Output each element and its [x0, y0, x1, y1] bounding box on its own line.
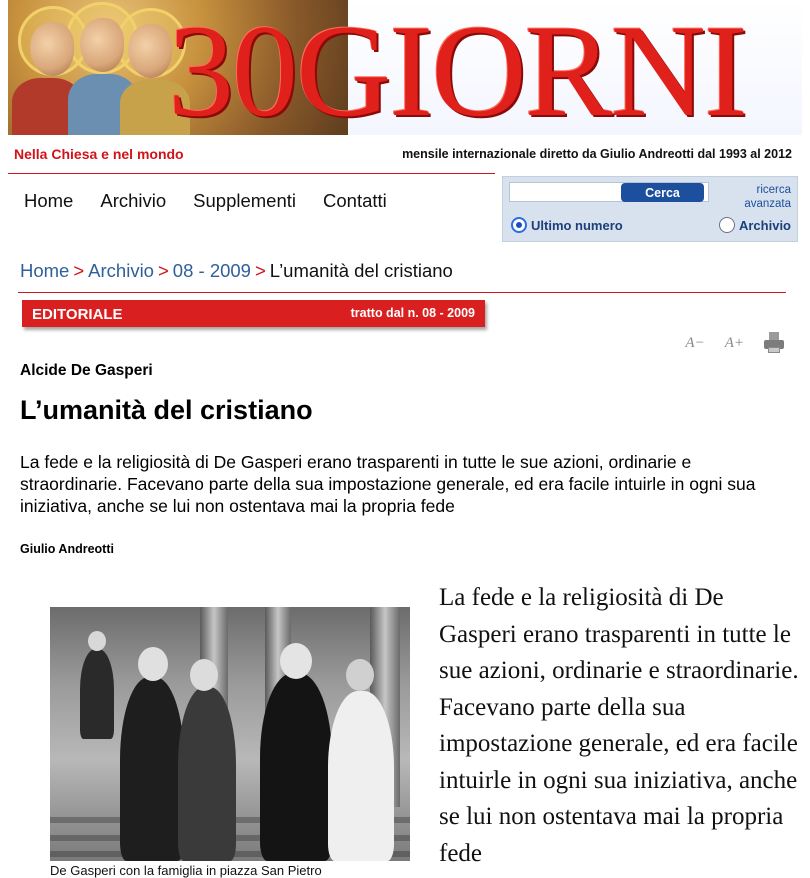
angel-face	[80, 18, 124, 72]
text-tools	[685, 332, 784, 354]
angel-face	[128, 24, 172, 78]
article-author: Giulio Andreotti	[20, 542, 114, 556]
photo-figure-head	[88, 631, 106, 651]
photo-figure-head	[190, 659, 218, 691]
angel-face	[30, 22, 74, 76]
advanced-search-link[interactable]: ricerca avanzata	[744, 184, 791, 210]
decrease-font-button[interactable]: A−	[685, 334, 705, 351]
photo-figure-head	[280, 643, 312, 679]
radio-label: Archivio	[738, 217, 791, 233]
radio-checked-icon[interactable]	[511, 217, 527, 233]
breadcrumb-home[interactable]: Home	[20, 260, 70, 281]
radio-ultimo-numero[interactable]	[511, 217, 623, 233]
article-photo[interactable]	[50, 607, 410, 861]
photo-figure	[80, 649, 114, 739]
photo-figure	[328, 691, 394, 861]
breadcrumb-separator: >	[157, 260, 169, 281]
section-name: EDITORIALE	[32, 306, 123, 323]
photo-figure-head	[346, 659, 374, 691]
article-body: La fede e la religiosità di De Gasperi erano trasparenti in tutte le sue azioni, ordinarie e straordinarie. Facevano parte della sua impostazione generale, ed era facile intuirle in ogni sua iniziativa, anche se lui non ostentava mai la propria fede	[439, 584, 799, 867]
increase-font-button[interactable]: A+	[724, 334, 744, 351]
photo-figure	[178, 687, 236, 861]
article-title: L’umanità del cristiano	[20, 395, 313, 425]
photo-figure	[120, 677, 184, 861]
radio-unchecked-icon[interactable]	[719, 217, 735, 233]
breadcrumb-separator: >	[254, 260, 266, 281]
site-logo[interactable]: 30GIORNI	[168, 0, 746, 135]
divider	[18, 292, 786, 293]
nav-contatti[interactable]: Contatti	[323, 190, 387, 211]
article-summary: La fede e la religiosità di De Gasperi erano trasparenti in tutte le sue azioni, ordinarie e straordinarie. Facevano parte della sua impostazione generale, ed era facile intuirle in ogni sua iniziativa, anche se lui non ostentava mai la propria fede	[20, 452, 756, 516]
breadcrumb	[20, 260, 453, 282]
divider	[8, 173, 495, 174]
search-panel	[502, 176, 798, 242]
search-button[interactable]: Cerca	[621, 183, 704, 202]
section-issue[interactable]: tratto dal n. 08 - 2009	[350, 306, 475, 320]
photo-caption: De Gasperi con la famiglia in piazza San Pietro	[50, 863, 322, 878]
breadcrumb-issue[interactable]: 08 - 2009	[172, 260, 251, 281]
photo-figure-head	[138, 647, 168, 681]
photo-figure	[260, 673, 332, 861]
article-kicker: Alcide De Gasperi	[20, 362, 153, 379]
nav-supplementi[interactable]: Supplementi	[193, 190, 297, 211]
breadcrumb-separator: >	[73, 260, 85, 281]
breadcrumb-archivio[interactable]: Archivio	[88, 260, 154, 281]
site-subtitle: mensile internazionale diretto da Giulio Andreotti dal 1993 al 2012	[402, 147, 792, 161]
masthead-banner[interactable]	[8, 0, 802, 135]
main-nav	[24, 190, 387, 212]
radio-label: Ultimo numero	[531, 217, 623, 233]
nav-home[interactable]: Home	[24, 190, 74, 211]
radio-archivio[interactable]	[719, 217, 791, 233]
breadcrumb-current: L’umanità del cristiano	[269, 260, 453, 281]
site-tagline: Nella Chiesa e nel mondo	[14, 146, 184, 162]
printer-icon[interactable]	[764, 332, 784, 354]
nav-archivio[interactable]: Archivio	[100, 190, 167, 211]
section-bar	[22, 300, 485, 327]
